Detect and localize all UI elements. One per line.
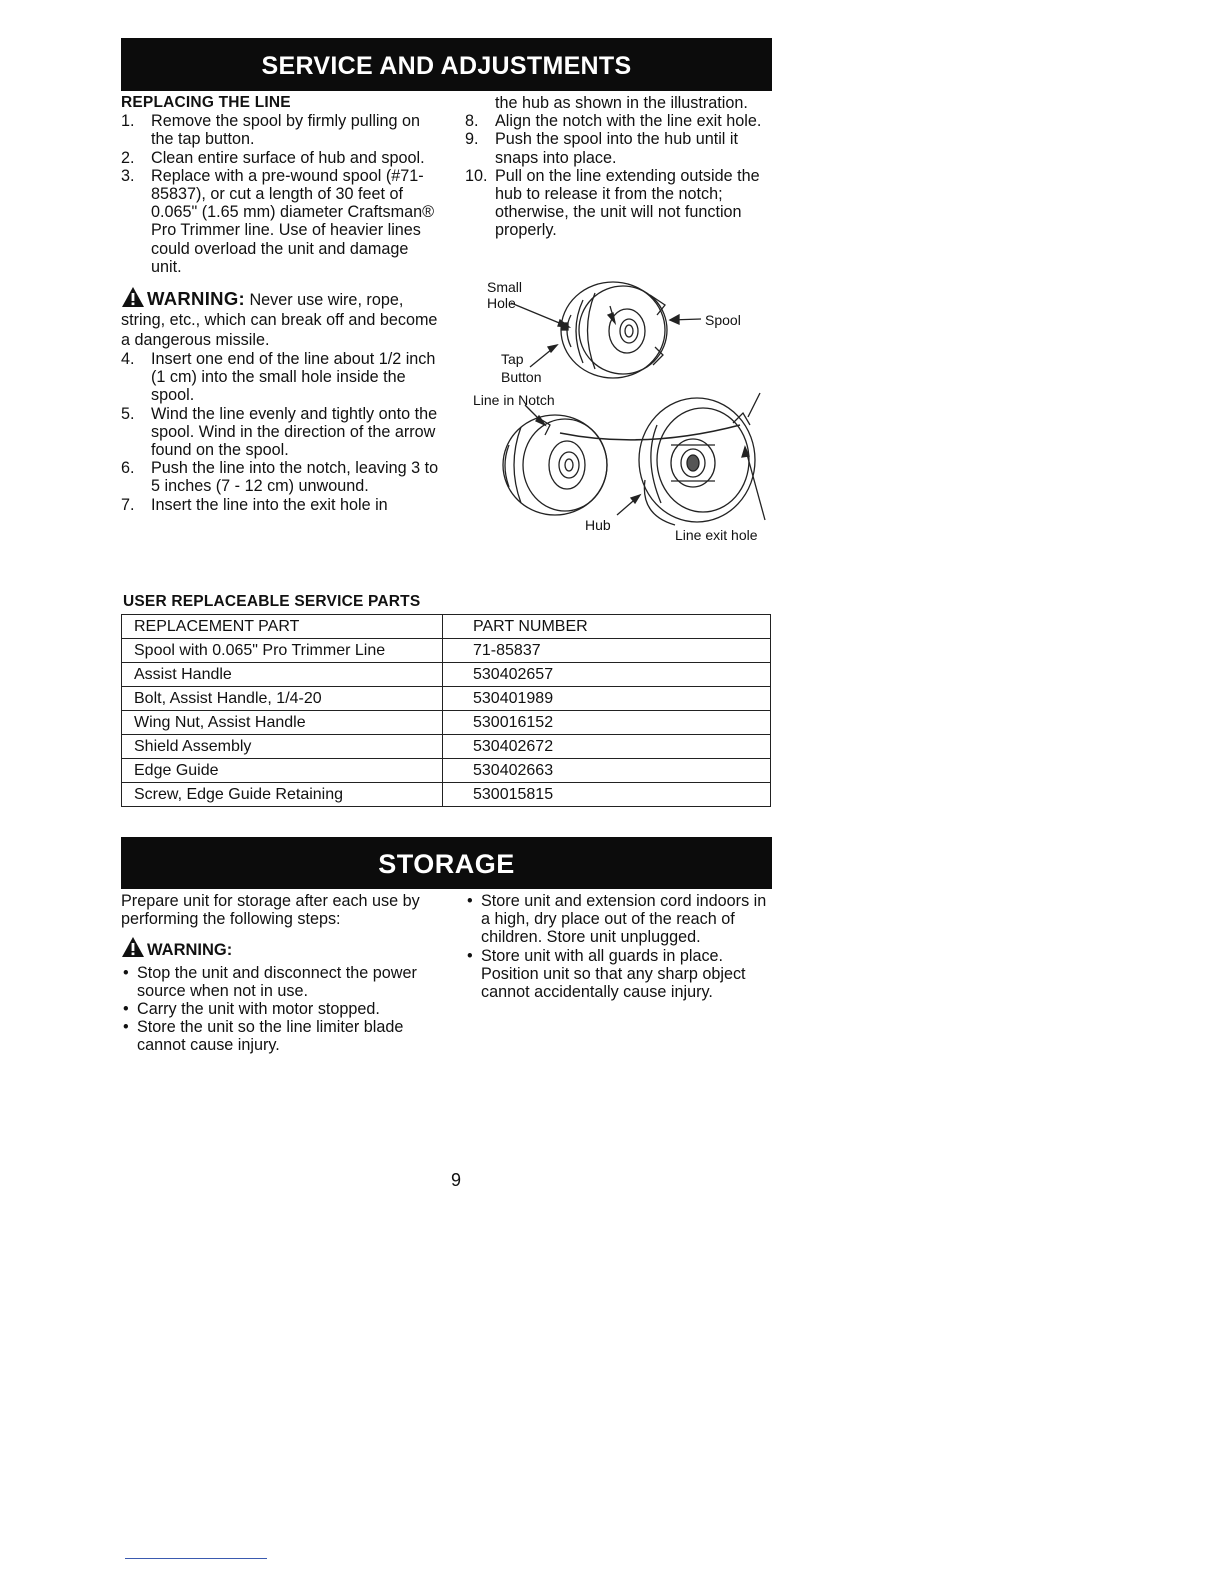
step-2-text: Clean entire surface of hub and spool. <box>151 148 425 167</box>
step-8: 8. Align the notch with the line exit hole. <box>465 112 762 131</box>
label-hub: Hub <box>585 517 611 533</box>
label-spool: Spool <box>705 312 741 328</box>
warning-triangle-icon <box>121 286 145 308</box>
step-2: 2. Clean entire surface of hub and spool. <box>121 148 425 167</box>
storage-bullet: • Store unit and extension cord indoors in a high, dry place out of the reach of children. Store unit unplugged. <box>465 892 777 947</box>
step-4: 4. Insert one end of the line about 1/2 inch (1 cm) into the small hole inside the spool. <box>121 350 436 405</box>
warning-text: Never use wire, rope, string, etc., which can break off and become a dangerous missile. <box>121 291 438 350</box>
step-9: 9. Push the spool into the hub until it snaps into place. <box>465 130 738 167</box>
step-5: 5. Wind the line evenly and tightly onto the spool. Wind in the direction of the arrow found on the spool. <box>121 404 438 460</box>
service-banner: SERVICE AND ADJUSTMENTS <box>121 38 772 91</box>
step-3: 3. Replace with a pre-wound spool (#71-85837), or cut a length of 30 feet of 0.065" (1.65 mm) diameter Craftsman® Pro Trimmer line. Use of heavier lines could overload the unit and damage unit. <box>121 166 435 276</box>
storage-banner: STORAGE <box>121 837 772 889</box>
step-7-continued: the hub as shown in the illustration. <box>495 94 748 112</box>
step-9-text: Push the spool into the hub until it snaps into place. <box>495 130 738 167</box>
step-7-text: Insert the line into the exit hole in <box>151 495 388 514</box>
table-row: Bolt, Assist Handle, 1/4-20 530401989 <box>122 687 771 711</box>
step-4-text: Insert one end of the line about 1/2 inch (1 cm) into the small hole inside the spool. <box>151 350 436 405</box>
warning-triangle-icon <box>121 936 145 958</box>
step-7: 7. Insert the line into the exit hole in <box>121 495 388 514</box>
service-left-column <box>121 94 441 514</box>
table-header-row <box>122 615 771 639</box>
storage-bullet: • Store unit with all guards in place. Position unit so that any sharp object cannot accidentally cause injury. <box>465 947 777 1002</box>
header-replacement-part: REPLACEMENT PART <box>122 615 443 639</box>
step-1-text: Remove the spool by firmly pulling on the tap button. <box>151 112 421 149</box>
label-line-exit-hole: Line exit hole <box>675 527 758 543</box>
hub-drawing <box>639 398 755 525</box>
warning-word: WARNING: <box>147 288 245 310</box>
header-part-number: PART NUMBER <box>443 615 771 639</box>
parts-table <box>121 614 771 807</box>
label-line-in-notch: Line in Notch <box>473 392 555 408</box>
label-hole: Hole <box>487 295 516 311</box>
storage-bullet: • Store the unit so the line limiter blade cannot cause injury. <box>121 1018 441 1054</box>
storage-bullet: • Carry the unit with motor stopped. <box>121 1000 441 1018</box>
table-row: Screw, Edge Guide Retaining 530015815 <box>122 783 771 807</box>
footer-rule <box>125 1558 267 1559</box>
step-6-text: Push the line into the notch, leaving 3 to 5 inches (7 - 12 cm) unwound. <box>151 459 439 496</box>
storage-left-column <box>121 892 441 1055</box>
table-row: Edge Guide 530402663 <box>122 759 771 783</box>
parts-title: USER REPLACEABLE SERVICE PARTS <box>123 593 421 610</box>
table-row: Spool with 0.065" Pro Trimmer Line 71-85837 <box>122 639 771 663</box>
step-1: 1. Remove the spool by firmly pulling on the tap button. <box>121 112 421 149</box>
step-8-text: Align the notch with the line exit hole. <box>495 112 762 131</box>
table-row: Assist Handle 530402657 <box>122 663 771 687</box>
service-warning <box>121 286 441 350</box>
label-tap: Tap <box>501 351 524 367</box>
spool-hub-diagram <box>465 275 775 550</box>
label-small: Small <box>487 279 523 295</box>
service-right-column <box>465 94 775 240</box>
spool-drawing <box>561 282 667 378</box>
table-row: Wing Nut, Assist Handle 530016152 <box>122 711 771 735</box>
step-6: 6. Push the line into the notch, leaving 3 to 5 inches (7 - 12 cm) unwound. <box>121 459 439 496</box>
storage-warning <box>121 936 441 959</box>
step-3-text: Replace with a pre-wound spool (#71-85837), or cut a length of 30 feet of 0.065" (1.65 mm) diameter Craftsman® Pro Trimmer line. Use of heavier lines could overload the unit and damage unit. <box>151 166 435 276</box>
storage-warning-word: WARNING: <box>147 941 233 960</box>
table-row: Shield Assembly 530402672 <box>122 735 771 759</box>
spool-in-hub-drawing <box>503 415 607 515</box>
storage-intro: Prepare unit for storage after each use by performing the following steps: <box>121 892 420 929</box>
step-5-text: Wind the line evenly and tightly onto the spool. Wind in the direction of the arrow found on the spool. <box>151 404 438 460</box>
step-10: 10. Pull on the line extending outside the hub to release it from the notch; otherwise, the unit will not function properly. <box>465 166 760 240</box>
replacing-line-heading: REPLACING THE LINE <box>121 94 291 111</box>
storage-right-column <box>465 892 777 1001</box>
step-10-text: Pull on the line extending outside the hub to release it from the notch; otherwise, the unit will not function properly. <box>495 166 760 240</box>
storage-bullet: • Stop the unit and disconnect the power source when not in use. <box>121 964 441 1000</box>
page-number: 9 <box>450 1170 461 1190</box>
label-button: Button <box>501 369 542 385</box>
